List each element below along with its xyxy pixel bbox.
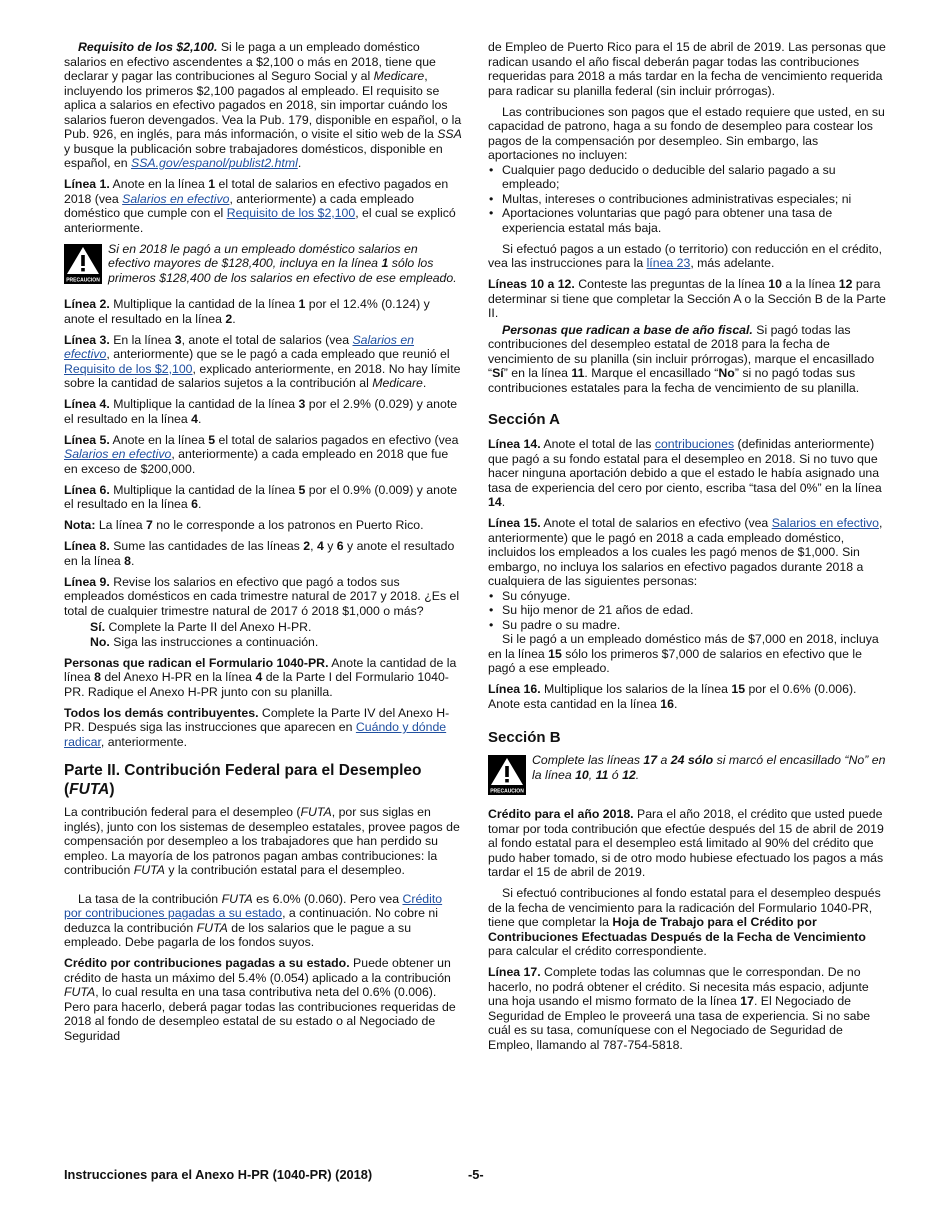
list-item: • Cualquier pago deducido o deducible del salario pagado a su empleado;	[488, 163, 886, 192]
caution-note: PRECAUCION Si en 2018 le pagó a un empleado doméstico salarios en efectivo mayores de $128,400, incluya en la línea 1 sólo los primeros $128,400 de los salarios en efectivo de ese empleado.	[64, 242, 462, 286]
linea-1-paragraph: Línea 1. Anote en la línea 1 el total de salarios en efectivo pagados en 2018 (vea Salarios en efectivo, anteriormente) a cada empleado doméstico que cumple con el Requisito de los $2,100, el cual se explicó anteriormente.	[64, 177, 456, 235]
futa-rate-paragraph: La tasa de la contribución FUTA es 6.0% (0.060). Pero vea Crédito por contribuciones pagadas a su estado, a continuación. No cobre ni deduzca la contribución FUTA de los salarios que le pague a su empleado. Debe pagarla de los fondos suyos.	[64, 891, 443, 949]
salarios-link[interactable]: Salarios en efectivo	[771, 516, 880, 530]
linea-23-link[interactable]: línea 23	[646, 256, 691, 270]
lineas-10-12-paragraph: Líneas 10 a 12. Conteste las preguntas de la línea 10 a la línea 12 para determinar si tiene que completar la Sección A o la Sección B de la Parte II.	[488, 277, 886, 320]
credito-estado-paragraph: Crédito por contribuciones pagadas a su estado. Puede obtener un crédito de hasta un máximo del 5.4% (0.054) aplicado a la contribución FUTA, lo cual resulta en una tasa contributiva neta del 0.6% (0.006). Pero para hacerlo, deberá pagar todas las contribuciones requeridas de 2018 al fondo de desempleo estatal de su estado o al Negociado de Seguridad	[64, 956, 456, 1043]
continuation-paragraph: de Empleo de Puerto Rico para el 15 de abril de 2019. Las personas que radican usando el año fiscal deberán pagar todas las contribuciones requeridas para 2018 a más tardar en la fecha de vencimiento requerida para radicar su planilla federal (sin incluir prórrogas).	[488, 40, 886, 98]
salarios-link[interactable]: Salarios en efectivo	[122, 191, 230, 206]
linea-9-paragraph: Línea 9. Revise los salarios en efectivo que pagó a todos sus empleados domésticos en cada trimestre natural de 2017 y 2018. ¿Es el total de cualquier trimestre natural de 2017 ó 2018 $1,000 o más?	[64, 574, 460, 618]
linea-15-paragraph: Línea 15. Anote el total de salarios en efectivo (vea Salarios en efectivo, anteriormente) que le pagó en 2018 a cada empleado doméstico, incluidos los empleados a los cuales les pagó menos de $1,000. Sin embargo, no incluya los salarios en efectivo pagados durante 2018 a cualquiera de las siguientes personas:	[488, 516, 883, 588]
seccion-b-heading: Sección B	[488, 729, 561, 746]
list-item: • Aportaciones voluntarias que pagó para obtener una tasa de experiencia estatal más baja.	[488, 206, 886, 235]
footer-title: Instrucciones para el Anexo H-PR (1040-PR) (2018)	[64, 1167, 373, 1182]
linea-17-paragraph: Línea 17. Complete todas las columnas que le correspondan. De no hacerlo, no podrá obtener el crédito. Si necesita más espacio, adjunte una hoja usando el mismo formato de la línea 17. El Negociado de Seguridad de Empleo le proveerá una tasa de experiencia. Si no sabe cuál es su tasa, comuníquese con el Negociado de Seguridad de Empleo, llamando al 787-754-5818.	[488, 965, 871, 1052]
linea-5-paragraph: Línea 5. Anote en la línea 5 el total de salarios pagados en efectivo (vea Salarios en efectivo, anteriormente) a cada empleado en 2018 que fue en exceso de $200,000.	[64, 432, 459, 476]
credito-link[interactable]: Crédito por contribuciones pagadas a su estado	[64, 891, 443, 920]
svg-text:PRECAUCION: PRECAUCION	[66, 277, 100, 283]
linea-6-paragraph: Línea 6. Multiplique la cantidad de la línea 5 por el 0.9% (0.009) y anote el resultado en la línea 6.	[64, 482, 458, 511]
linea-2-paragraph: Línea 2. Multiplique la cantidad de la línea 1 por el 12.4% (0.124) y anote el resultado en la línea 2.	[64, 297, 430, 326]
list-item: • Multas, intereses o contribuciones administrativas especiales; ni	[488, 192, 886, 207]
salarios-link[interactable]: Salarios en efectivo	[64, 332, 415, 361]
nota-paragraph: Nota: La línea 7 no le corresponde a los patronos en Puerto Rico.	[64, 518, 424, 532]
linea-3-paragraph: Línea 3. En la línea 3, anote el total de salarios (vea Salarios en efectivo, anteriormente) que se le pagó a cada empleado que reunió el Requisito de los $2,100, explicado anteriormente, en 2018. No hay límite sobre la cantidad de salarios sujetos a la contribución al Medicare.	[64, 332, 461, 390]
parte-ii-heading: Parte II. Contribución Federal para el Desempleo (FUTA)	[64, 762, 422, 798]
linea-15-extra-paragraph: Si le pagó a un empleado doméstico más de $7,000 en 2018, incluya en la línea 15 sólo los primeros $7,000 de salarios en efectivo que le pagó a ese empleado.	[488, 632, 879, 675]
seccion-a-heading: Sección A	[488, 411, 560, 428]
linea-16-paragraph: Línea 16. Multiplique los salarios de la línea 15 por el 0.6% (0.006). Anote esta cantidad en la línea 16.	[488, 682, 857, 711]
ano-fiscal-paragraph: Personas que radican a base de año fiscal. Si pagó todas las contribuciones del desempleo estatal de 2018 para la fecha de vencimiento de su planilla (sin incluir prórrogas), marque el encasillado “Sí” en la línea 11. Marque el encasillado “No” si no pagó todas sus contribuciones estatales para la fecha de vencimiento de su planilla.	[488, 322, 875, 395]
caution-note: PRECAUCION Complete las líneas 17 a 24 sólo si marcó el encasillado “No” en la línea 10, 11 ó 12.	[488, 753, 886, 795]
cuando-donde-link[interactable]: Cuándo y dónde radicar	[64, 720, 447, 749]
futa-intro-paragraph: La contribución federal para el desempleo (FUTA, por sus siglas en inglés), junto con los sistemas de desempleo estatales, provee pagos de compensación por desempleo a los trabajadores que han perdido su empleo. La mayoría de los patronos pagan ambas contribuciones: la contribución FUTA y la contribución estatal para el desempleo.	[64, 805, 460, 877]
contribuciones-link[interactable]: contribuciones	[654, 437, 735, 451]
linea-4-paragraph: Línea 4. Multiplique la cantidad de la línea 3 por el 2.9% (0.029) y anote el resultado en la línea 4.	[64, 397, 458, 426]
reduccion-paragraph: Si efectuó pagos a un estado (o territorio) con reducción en el crédito, vea las instrucciones para la línea 23, más adelante.	[488, 241, 883, 270]
salarios-link[interactable]: Salarios en efectivo	[64, 447, 172, 461]
right-column	[488, 40, 886, 1059]
contribuciones-paragraph: Las contribuciones son pagos que el estado requiere que usted, en su capacidad de patrono, haga a su fondo de desempleo para costear los pagos de la compensación por desempleo. Sin embargo, las aportaciones no incluyen:	[488, 104, 885, 162]
page-number: -5-	[468, 1167, 484, 1182]
svg-text:PRECAUCION: PRECAUCION	[490, 788, 524, 795]
linea-9-no: No. Siga las instrucciones a continuación.	[90, 634, 319, 649]
list-item: • Su padre o su madre.	[488, 618, 886, 633]
requisito-paragraph: Requisito de los $2,100. Si le paga a un empleado doméstico salarios en efectivo ascendentes a $2,100 o más en 2018, tiene que declarar y pagar las contribuciones al Seguro Social y al Medicare, incluyendo los primeros $2,100 pagados al empleado. El requisito se aplica a salarios en efectivo pagados en 2018, sin importar cuándo los salarios fueron devengados. Vea la Pub. 179, disponible en español, o la Pub. 926, en inglés, para más información, o visite el sitio web de la SSA y busque la publicación sobre trabajadores domésticos, disponible en español, en SSA.gov/espanol/publist2.html.	[64, 40, 462, 170]
requisito-link[interactable]: Requisito de los $2,100	[226, 206, 356, 220]
linea-8-paragraph: Línea 8. Sume las cantidades de las líneas 2, 4 y 6 y anote el resultado en la línea 8.	[64, 539, 455, 568]
ssa-link[interactable]: SSA.gov/espanol/publist2.html	[131, 156, 298, 170]
list-item: • Su hijo menor de 21 años de edad.	[488, 603, 886, 618]
page-footer	[64, 1168, 886, 1183]
personas-1040pr-paragraph: Personas que radican el Formulario 1040-PR. Anote la cantidad de la línea 8 del Anexo H-PR en la línea 4 de la Parte I del Formulario 1040-PR. Radique el Anexo H-PR junto con su planilla.	[64, 655, 457, 699]
requisito-link[interactable]: Requisito de los $2,100	[64, 361, 193, 376]
credito-2018-paragraph: Crédito para el año 2018. Para el año 2018, el crédito que usted puede tomar por toda contribución que efectúe después del 15 de abril de 2019 al fondo estatal para el desempleo está limitado al 90% del crédito que pudo haber tomado, si de otro modo hubiese efectuado los pagos a más tardar el 15 de abril de 2019.	[488, 807, 884, 879]
caution-icon	[64, 244, 102, 284]
list-item: • Su cónyuge.	[488, 589, 886, 604]
contribuciones-tardias-paragraph: Si efectuó contribuciones al fondo estatal para el desempleo después de la fecha de vencimiento para la radicación del Formulario 1040-PR, tiene que completar la Hoja de Trabajo para el Crédito por Contribuciones Efectuadas Después de la Fecha de Vencimiento para calcular el crédito correspondiente.	[488, 886, 881, 958]
todos-paragraph: Todos los demás contribuyentes. Complete la Parte IV del Anexo H-PR. Después siga las instrucciones que aparecen en Cuándo y dónde radicar, anteriormente.	[64, 705, 450, 749]
linea-14-paragraph: Línea 14. Anote el total de las contribuciones (definidas anteriormente) que pagó a su fondo estatal para el desempleo en 2018. Si no tuvo que hacer ninguna aportación debido a que el estado le había asignado una tasa de experiencia del cero por ciento, escriba “tasa del 0%” en la línea 14.	[488, 437, 882, 509]
left-column	[64, 40, 462, 1050]
caution-icon	[488, 755, 526, 795]
linea-9-si: Sí. Complete la Parte II del Anexo H-PR.	[90, 620, 312, 634]
